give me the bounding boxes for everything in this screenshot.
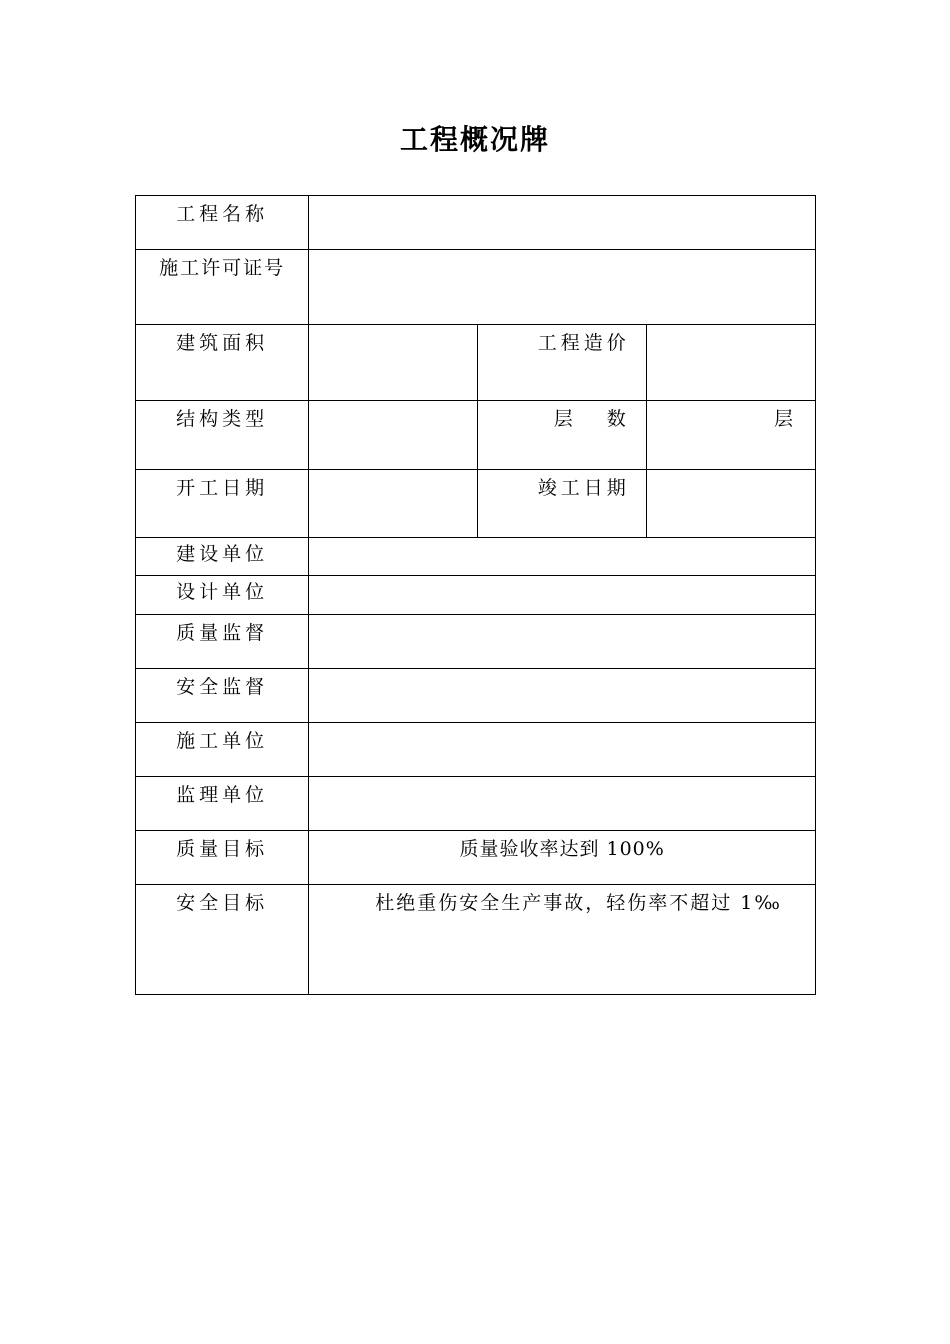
floors-unit: 层 [646,401,815,470]
floors-label [478,401,646,470]
project-name-value [309,196,816,250]
floors-label-b: 数 [606,408,630,430]
table-row [136,723,816,777]
supervisor-label: 监理单位 [136,777,309,831]
construction-unit-value [309,538,816,576]
quality-target-value: 质量验收率达到 100% [309,831,816,885]
table-row [136,576,816,615]
permit-no-value [309,250,816,325]
table-row [136,777,816,831]
completion-date-value [646,470,815,538]
table-row [136,470,816,538]
contractor-label: 施工单位 [136,723,309,777]
table-row [136,615,816,669]
table-row [136,196,816,250]
project-cost-value [646,325,815,401]
construction-unit-label: 建设单位 [136,538,309,576]
page-title: 工程概况牌 [399,123,550,156]
start-date-value [309,470,478,538]
quality-supervision-value [309,615,816,669]
supervisor-value [309,777,816,831]
permit-no-label: 施工许可证号 [136,250,309,325]
quality-target-label: 质量目标 [136,831,309,885]
building-area-value [309,325,478,401]
table-row [136,250,816,325]
structure-type-label: 结构类型 [136,401,309,470]
start-date-label: 开工日期 [136,470,309,538]
project-name-label: 工程名称 [136,196,309,250]
completion-date-label: 竣工日期 [478,470,646,538]
table-row [136,401,816,470]
design-unit-value [309,576,816,615]
safety-target-label: 安全目标 [136,885,309,995]
table-row [136,538,816,576]
building-area-label: 建筑面积 [136,325,309,401]
table-row [136,831,816,885]
floors-label-a: 层 [553,408,577,430]
contractor-value [309,723,816,777]
table-row [136,885,816,995]
design-unit-label: 设计单位 [136,576,309,615]
project-info-table [135,195,816,995]
project-cost-label: 工程造价 [478,325,646,401]
safety-target-value: 杜绝重伤安全生产事故，轻伤率不超过 1‰ [309,885,816,995]
safety-supervision-label: 安全监督 [136,669,309,723]
structure-type-value [309,401,478,470]
quality-supervision-label: 质量监督 [136,615,309,669]
table-row [136,669,816,723]
safety-supervision-value [309,669,816,723]
table-row [136,325,816,401]
